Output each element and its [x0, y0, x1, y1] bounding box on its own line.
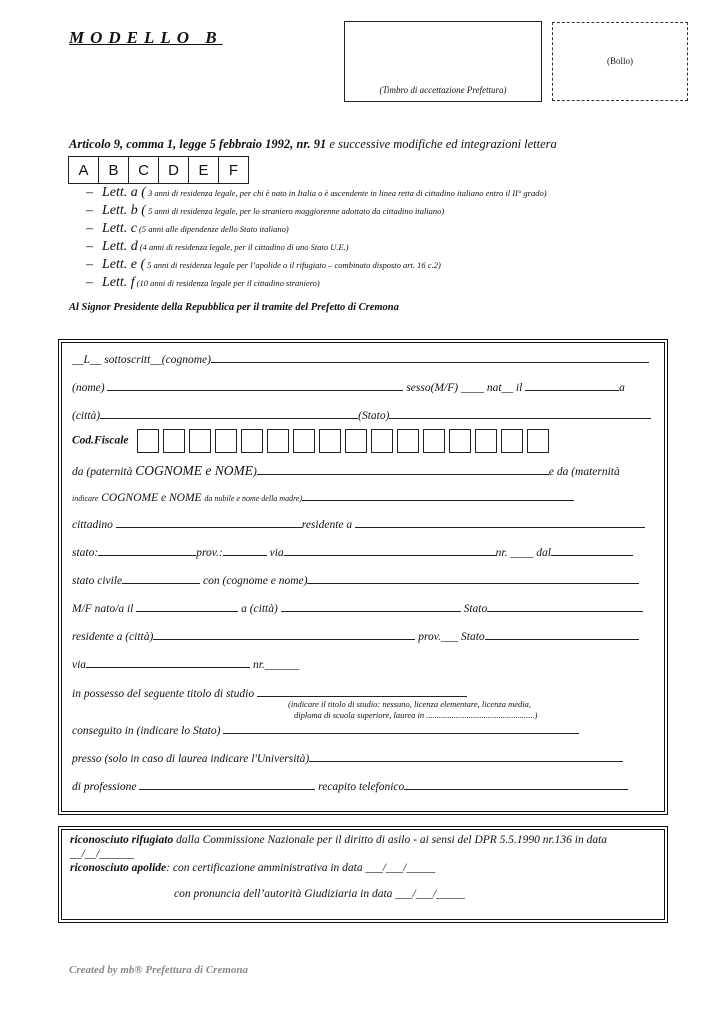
- maternita-nubile: da nubile e nome della madre): [204, 494, 303, 503]
- paternita-cognome-nome: COGNOME e NOME: [135, 463, 253, 478]
- coniuge-stato-field[interactable]: [487, 600, 643, 612]
- dash-bullet: –: [86, 185, 93, 200]
- lett-name: Lett. a (: [102, 185, 146, 200]
- cf-char-box[interactable]: [267, 429, 289, 453]
- coniuge-via-row: [72, 656, 658, 671]
- paternita-field[interactable]: [257, 463, 549, 475]
- via-field[interactable]: [284, 544, 496, 556]
- cf-char-box[interactable]: [423, 429, 445, 453]
- stato-label-3: Stato: [463, 603, 488, 615]
- list-item: [86, 239, 547, 257]
- apolide-line: [70, 862, 435, 874]
- lett-desc: 5 anni di residenza legale per l’apolide o il rifugiato – combinato disposto art. 16 c.2): [147, 260, 441, 270]
- lettera-b-box[interactable]: B: [99, 157, 129, 183]
- prov-label: prov.:: [196, 547, 223, 559]
- cognome-row: [72, 351, 658, 366]
- citta-field[interactable]: [100, 407, 358, 419]
- coniuge-field[interactable]: [307, 572, 639, 584]
- lettera-e-box[interactable]: E: [189, 157, 219, 183]
- paternita-close: ): [253, 466, 257, 478]
- applicant-form-box: [58, 339, 668, 815]
- maternita-field[interactable]: [302, 489, 574, 501]
- lett-name: Lett. e (: [102, 257, 146, 272]
- nome-label: (nome): [72, 382, 105, 394]
- presso-label: presso (solo in caso di laurea indicare l'Università): [72, 753, 310, 765]
- stato-label-2: stato:: [72, 547, 99, 559]
- lett-desc: 5 anni di residenza legale, per lo straniero maggiorenne adottato da cittadino italiano): [147, 206, 445, 216]
- cf-char-box[interactable]: [189, 429, 211, 453]
- addressee-line: Al Signor Presidente della Repubblica per il tramite del Prefetto di Cremona: [69, 302, 399, 313]
- cittadino-label: cittadino: [72, 519, 113, 531]
- sottoscritto-label: __L__ sottoscritt__(cognome): [72, 354, 211, 366]
- coniuge-citta-field[interactable]: [281, 600, 461, 612]
- conseguito-field[interactable]: [223, 722, 579, 734]
- coniuge-nascita-row: [72, 600, 658, 615]
- list-item: [86, 275, 547, 293]
- stato-label: (Stato): [358, 410, 390, 422]
- pronuncia-line[interactable]: con pronuncia dell’autorità Giudiziaria in data ___/___/_____: [174, 888, 465, 900]
- dash-bullet: –: [86, 257, 93, 272]
- cf-char-box[interactable]: [449, 429, 471, 453]
- lettera-c-box[interactable]: C: [129, 157, 159, 183]
- citta-label: (città): [72, 410, 101, 422]
- stato-civile-label: stato civile: [72, 575, 123, 587]
- cod-fiscale-boxes[interactable]: [137, 429, 553, 453]
- a-label: a: [619, 382, 625, 394]
- nome-row: [72, 379, 658, 394]
- lett-name: Lett. d: [102, 239, 138, 254]
- dash-bullet: –: [86, 275, 93, 290]
- conseguito-label: conseguito in (indicare lo Stato): [72, 725, 221, 737]
- coniuge-label: con (cognome e nome): [203, 575, 308, 587]
- lett-desc: (5 anni alle dipendenze dello Stato italiano): [139, 224, 289, 234]
- cf-char-box[interactable]: [475, 429, 497, 453]
- paternita-label: da (paternità: [72, 466, 133, 478]
- rifugiato-text: dalla Commissione Nazionale per il diritto di asilo - ai sensi del DPR 5.5.1990 nr.136 in data: [173, 834, 608, 846]
- paternita-row: [72, 463, 658, 479]
- sesso-label: sesso(M/F) ____ nat__ il: [406, 382, 523, 394]
- maternita-label: e da (maternità: [548, 466, 620, 478]
- lettera-a-box[interactable]: A: [69, 157, 99, 183]
- stato-residenza-field[interactable]: [98, 544, 196, 556]
- cod-fiscale-row: [72, 429, 658, 453]
- status-box: [58, 826, 668, 923]
- cf-char-box[interactable]: [293, 429, 315, 453]
- lett-desc: (4 anni di residenza legale, per il cittadino di uno Stato U.E.): [139, 242, 349, 252]
- lett-name: Lett. c: [102, 221, 137, 236]
- list-item: [86, 257, 547, 275]
- rifugiato-bold: riconosciuto rifugiato: [70, 834, 174, 846]
- lett-desc: 3 anni di residenza legale, per chi è nato in Italia o è ascendente in linea retta di cittadino italiano entro il II° grado): [147, 188, 547, 198]
- indicare-label: indicare: [72, 494, 99, 503]
- coniuge-residenza-stato-field[interactable]: [485, 628, 639, 640]
- nome-field[interactable]: [107, 379, 403, 391]
- article-reference: Articolo 9, comma 1, legge 5 febbraio 1992, nr. 91: [69, 137, 327, 151]
- list-item: [86, 221, 547, 239]
- cittadino-row: [72, 516, 658, 531]
- stato-civile-field[interactable]: [122, 572, 200, 584]
- telefono-field[interactable]: [404, 778, 628, 790]
- lett-name: Lett. b (: [102, 203, 146, 218]
- mf-nato-label: M/F nato/a il: [72, 603, 134, 615]
- conseguito-row: [72, 722, 658, 737]
- titolo-field[interactable]: [257, 685, 467, 697]
- cf-char-box[interactable]: [137, 429, 159, 453]
- coniuge-residenza-field[interactable]: [153, 628, 415, 640]
- stato-civile-row: [72, 572, 658, 587]
- cf-char-box[interactable]: [345, 429, 367, 453]
- cf-char-box[interactable]: [215, 429, 237, 453]
- cf-char-box[interactable]: [527, 429, 549, 453]
- cf-char-box[interactable]: [319, 429, 341, 453]
- lettera-selector: [68, 156, 249, 184]
- apolide-text[interactable]: : con certificazione amministrativa in data ___/___/_____: [166, 862, 436, 874]
- maternita-row: [72, 489, 658, 504]
- lettere-list: [86, 185, 547, 293]
- cf-char-box[interactable]: [501, 429, 523, 453]
- apolide-bold: riconosciuto apolide: [70, 862, 167, 874]
- dal-field[interactable]: [551, 544, 633, 556]
- cittadinanza-field[interactable]: [116, 516, 302, 528]
- coniuge-data-field[interactable]: [136, 600, 238, 612]
- article-rest: e successive modifiche ed integrazioni lettera: [329, 137, 557, 151]
- dash-bullet: –: [86, 239, 93, 254]
- recapito-label: recapito telefonico: [318, 781, 405, 793]
- bollo-label: (Bollo): [607, 56, 633, 66]
- dash-bullet: –: [86, 203, 93, 218]
- data-nascita-field[interactable]: [525, 379, 619, 391]
- coniuge-residenza-row: [72, 628, 658, 643]
- titolo-note-2: diploma di scuola superiore, laurea in ...................................................): [294, 710, 538, 720]
- a-citta-label: a (città): [241, 603, 278, 615]
- titolo-label: in possesso del seguente titolo di studio: [72, 688, 255, 700]
- lett-name: Lett. f: [102, 275, 135, 290]
- article-line: [69, 137, 557, 152]
- cf-char-box[interactable]: [163, 429, 185, 453]
- indirizzo-row: [72, 544, 658, 559]
- via-label-2: via: [72, 659, 87, 671]
- rifugiato-line: [70, 834, 607, 846]
- stato-field[interactable]: [389, 407, 651, 419]
- residente-label: residente a: [301, 519, 353, 531]
- cf-char-box[interactable]: [371, 429, 393, 453]
- lettera-f-box[interactable]: F: [228, 161, 239, 179]
- cf-char-box[interactable]: [241, 429, 263, 453]
- professione-field[interactable]: [139, 778, 315, 790]
- prov-field[interactable]: [223, 544, 267, 556]
- prov-stato-label: prov.___ Stato: [418, 631, 485, 643]
- residente-citta-label: residente a (città): [72, 631, 154, 643]
- cognome-field[interactable]: [211, 351, 649, 363]
- form-title: MODELLO B: [69, 28, 223, 47]
- lett-desc: (10 anni di residenza legale per il cittadino straniero): [136, 278, 320, 288]
- residenza-field[interactable]: [355, 516, 645, 528]
- maternita-cognome-nome: COGNOME e NOME: [101, 492, 202, 504]
- citta-row: [72, 407, 658, 422]
- coniuge-via-field[interactable]: [86, 656, 250, 668]
- professione-row: [72, 778, 658, 793]
- titolo-note-1: (indicare il titolo di studio: nessuno, licenza elementare, licenza media,: [288, 699, 531, 709]
- titolo-studio-row: [72, 685, 658, 700]
- cod-fiscale-label: Cod.Fiscale: [72, 434, 129, 447]
- presso-row: [72, 750, 658, 765]
- nr-label-2: nr.______: [252, 659, 300, 671]
- via-label: via: [269, 547, 284, 559]
- rifugiato-date[interactable]: __/__/______: [70, 848, 134, 860]
- prefettura-stamp-box: [344, 21, 542, 102]
- cf-char-box[interactable]: [397, 429, 419, 453]
- bollo-box: [552, 22, 688, 101]
- list-item: [86, 203, 547, 221]
- universita-field[interactable]: [309, 750, 623, 762]
- footer-credit: Created by mb® Prefettura di Cremona: [69, 964, 249, 976]
- lettera-d-box[interactable]: D: [159, 157, 189, 183]
- professione-label: di professione: [72, 781, 137, 793]
- dash-bullet: –: [86, 221, 93, 236]
- nr-dal-label: nr. ____ dal: [495, 547, 551, 559]
- list-item: [86, 185, 547, 203]
- stamp-label: (Timbro di accettazione Prefettura): [379, 85, 507, 95]
